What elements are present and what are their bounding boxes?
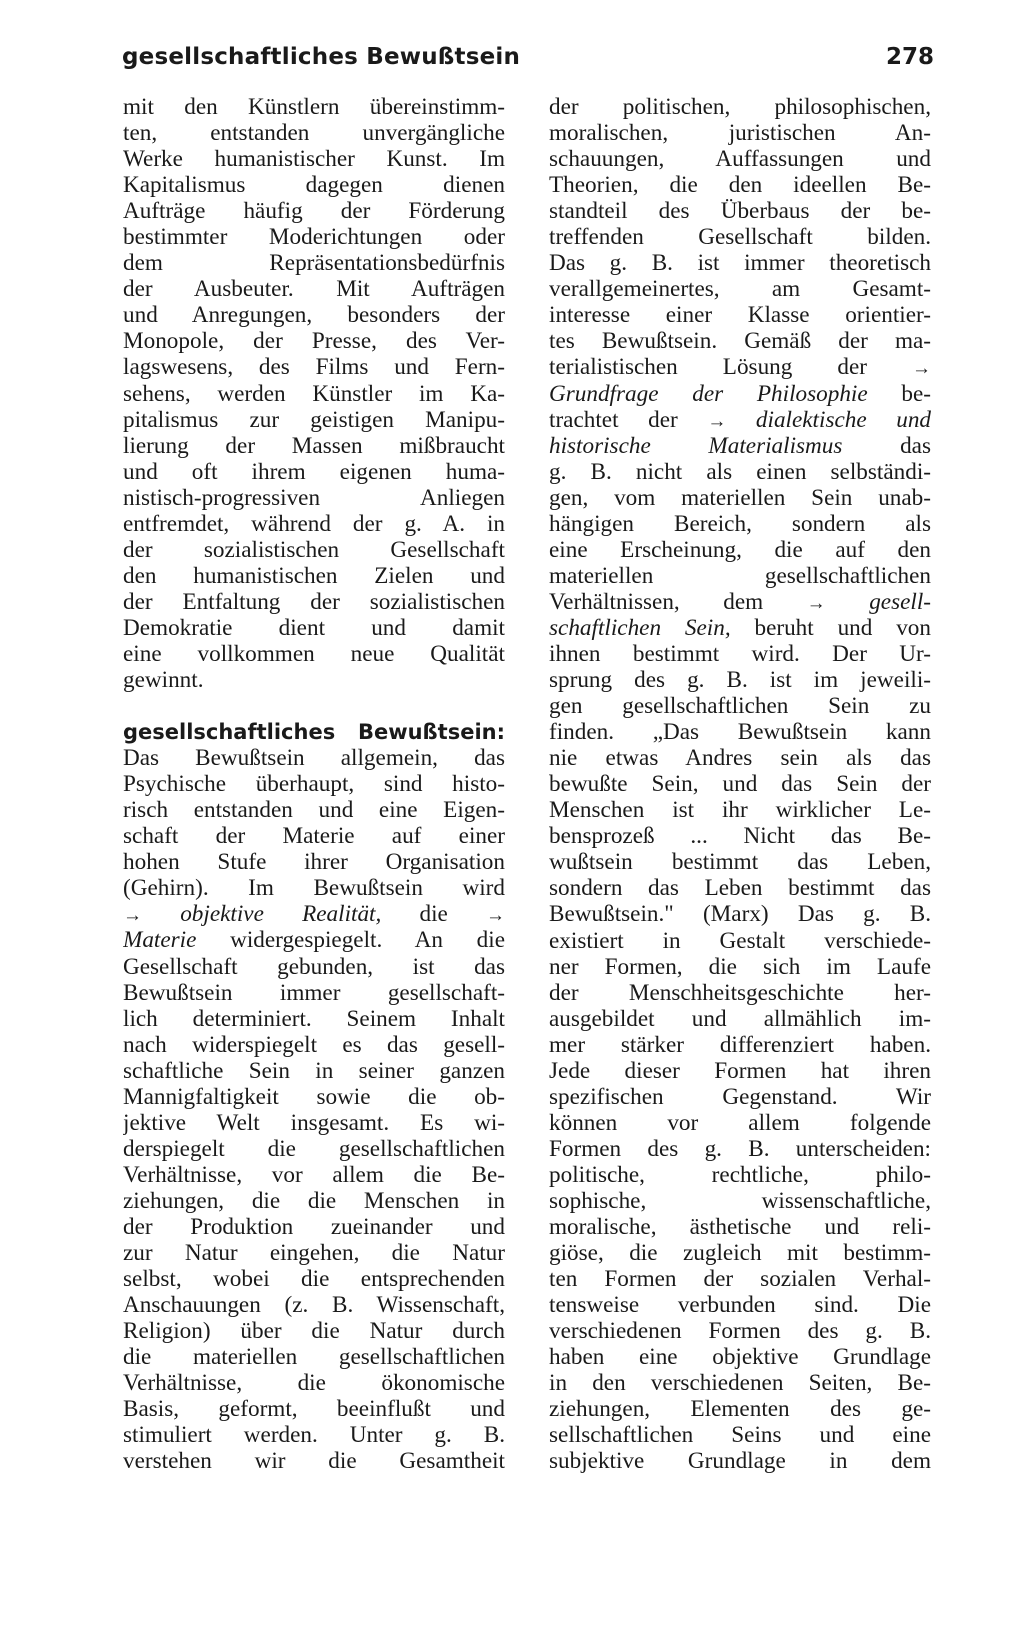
text-line: lagswesens, des Films und Fern-: [123, 354, 505, 381]
text-line: Bewußtsein immer gesellschaft-: [123, 979, 505, 1006]
text-line: der Entfaltung der sozialistischen: [123, 588, 505, 615]
cross-reference-arrow-icon: →: [806, 592, 826, 614]
dictionary-entry: [123, 719, 505, 1474]
text-line: pitalismus zur geistigen Manipu-: [123, 406, 505, 433]
text-line: gen gesellschaftlichen Sein zu: [549, 693, 931, 720]
text-line: subjektive Grundlage in dem: [549, 1448, 931, 1475]
text-line: zur Natur eingehen, die Natur: [123, 1240, 505, 1267]
cross-reference[interactable]: Grundfrage der Philosophie: [549, 380, 868, 407]
text-line: nistisch-progressiven Anliegen: [123, 484, 505, 511]
page-number: 278: [885, 44, 934, 70]
text-line: ziehungen, die die Menschen in: [123, 1187, 505, 1214]
text-line: verstehen wir die Gesamtheit: [123, 1448, 505, 1475]
text-line: Verhältnisse, vor allem die Be-: [123, 1161, 505, 1188]
text-line: Das Bewußtsein allgemein, das: [123, 745, 505, 772]
text-line: materiellen gesellschaftlichen: [549, 562, 931, 589]
text-line: Das g. B. ist immer theoretisch: [549, 250, 931, 277]
text-line: Religion) über die Natur durch: [123, 1318, 505, 1345]
text-line: Monopole, der Presse, des Ver-: [123, 328, 505, 355]
text-line: (Gehirn). Im Bewußtsein wird: [123, 875, 505, 902]
text-line: existiert in Gestalt verschiede-: [549, 927, 931, 954]
text-line: Gesellschaft gebunden, ist das: [123, 953, 505, 980]
paragraph-continuation: [123, 94, 505, 693]
cross-reference[interactable]: Materie: [123, 927, 197, 954]
text-line: Demokratie dient und damit: [123, 614, 505, 641]
text-line: mit den Künstlern übereinstimm-: [123, 94, 505, 120]
text-line: [123, 901, 505, 927]
text-line: haben eine objektive Grundlage: [549, 1344, 931, 1371]
text-line: Werke humanistischer Kunst. Im: [123, 146, 505, 173]
cross-reference[interactable]: dialektische und: [755, 406, 931, 433]
text-line: Jede dieser Formen hat ihren: [549, 1057, 931, 1084]
text-line: nie etwas Andres sein als das: [549, 745, 931, 772]
text-line: [549, 407, 931, 433]
text-line: der Ausbeuter. Mit Aufträgen: [123, 276, 505, 303]
text-line: tensweise verbunden sind. Die: [549, 1292, 931, 1319]
text-line: schauungen, Auffassungen und: [549, 146, 931, 173]
cross-reference-arrow-icon: →: [123, 905, 142, 927]
paragraph-gap: [123, 693, 505, 719]
text-line: lich determiniert. Seinem Inhalt: [123, 1005, 505, 1032]
inline-text: terialistischen Lösung der: [549, 354, 867, 381]
text-line: tes Bewußtsein. Gemäß der ma-: [549, 328, 931, 355]
text-line: bestimmter Moderichtungen oder: [123, 224, 505, 251]
page-header: [122, 44, 942, 84]
text-line: g. B. nicht als einen selbständi-: [549, 458, 931, 485]
inline-text: be-: [901, 380, 931, 407]
cross-reference[interactable]: gesell-: [869, 588, 931, 615]
text-line: [549, 381, 931, 407]
text-line: giöse, die zugleich mit bestimm-: [549, 1240, 931, 1267]
left-column: [123, 94, 505, 1474]
cross-reference[interactable]: objektive Realität,: [180, 901, 382, 928]
text-line: der politischen, philosophischen,: [549, 94, 931, 120]
text-line: ten Formen der sozialen Verhal-: [549, 1266, 931, 1293]
text-line: [123, 927, 505, 953]
text-line: ner Formen, die sich im Laufe: [549, 953, 931, 980]
text-line: Kapitalismus dagegen dienen: [123, 172, 505, 199]
text-line: ziehungen, Elementen des ge-: [549, 1396, 931, 1423]
text-line: der sozialistischen Gesellschaft: [123, 536, 505, 563]
text-line: gewinnt.: [123, 667, 204, 694]
text-line: Formen des g. B. unterscheiden:: [549, 1135, 931, 1162]
text-line: Psychische überhaupt, sind histo-: [123, 771, 505, 798]
entry-headword: gesellschaftliches Bewußtsein:: [123, 720, 505, 745]
text-line: bensprozeß ... Nicht das Be-: [549, 823, 931, 850]
text-line: der Menschheitsgeschichte her-: [549, 979, 931, 1006]
text-line: spezifischen Gegenstand. Wir: [549, 1083, 931, 1110]
inline-text: die: [419, 901, 448, 928]
text-line: hängigen Bereich, sondern als: [549, 510, 931, 537]
inline-text: trachtet der: [549, 406, 678, 433]
text-line: lierung der Massen mißbraucht: [123, 432, 505, 459]
text-line: Bewußtsein." (Marx) Das g. B.: [549, 901, 931, 928]
text-line: schaftliche Sein in seiner ganzen: [123, 1057, 505, 1084]
cross-reference[interactable]: schaftlichen Sein,: [549, 614, 731, 641]
text-line: interesse einer Klasse orientier-: [549, 302, 931, 329]
text-line: Theorien, die den ideellen Be-: [549, 172, 931, 199]
text-line: den humanistischen Zielen und: [123, 562, 505, 589]
text-line: können vor allem folgende: [549, 1109, 931, 1136]
text-line: eine vollkommen neue Qualität: [123, 640, 505, 667]
text-line: nach widerspiegelt es das gesell-: [123, 1031, 505, 1058]
text-line: [549, 589, 931, 615]
text-line: [549, 615, 931, 641]
text-line: Verhältnisse, die ökonomische: [123, 1370, 505, 1397]
cross-reference-arrow-icon: →: [912, 358, 931, 380]
inline-text: widergespiegelt. An die: [230, 927, 505, 954]
text-line: politische, rechtliche, philo-: [549, 1161, 931, 1188]
right-column: [549, 94, 931, 1474]
cross-reference-arrow-icon: →: [486, 905, 505, 927]
text-line: [549, 354, 931, 380]
text-line: sehens, werden Künstler im Ka-: [123, 380, 505, 407]
text-line: Mannigfaltigkeit sowie die ob-: [123, 1083, 505, 1110]
text-line: derspiegelt die gesellschaftlichen: [123, 1135, 505, 1162]
text-line: treffenden Gesellschaft bilden.: [549, 224, 931, 251]
inline-text: das: [900, 432, 931, 459]
text-line: in den verschiedenen Seiten, Be-: [549, 1370, 931, 1397]
text-line: sondern das Leben bestimmt das: [549, 875, 931, 902]
text-line: und oft ihrem eigenen huma-: [123, 458, 505, 485]
text-line: risch entstanden und eine Eigen-: [123, 797, 505, 824]
text-line: standteil des Überbaus der be-: [549, 198, 931, 225]
text-line: bewußte Sein, und das Sein der: [549, 771, 931, 798]
text-line: gen, vom materiellen Sein unab-: [549, 484, 931, 511]
text-line: Aufträge häufig der Förderung: [123, 198, 505, 225]
text-line: dem Repräsentationsbedürfnis: [123, 250, 505, 277]
text-line: sellschaftlichen Seins und eine: [549, 1422, 931, 1449]
text-line: eine Erscheinung, die auf den: [549, 536, 931, 563]
text-line: ausgebildet und allmählich im-: [549, 1005, 931, 1032]
text-line: entfremdet, während der g. A. in: [123, 510, 505, 537]
text-line: und Anregungen, besonders der: [123, 302, 505, 329]
text-line: selbst, wobei die entsprechenden: [123, 1266, 505, 1293]
inline-text: Verhältnissen, dem: [549, 588, 764, 615]
text-line: Basis, geformt, beeinflußt und: [123, 1396, 505, 1423]
text-line: moralische, ästhetische und reli-: [549, 1214, 931, 1241]
cross-reference-arrow-icon: →: [707, 410, 727, 432]
text-line: sprung des g. B. ist im jeweili-: [549, 667, 931, 694]
text-line: [549, 433, 931, 459]
text-line: ihnen bestimmt wird. Der Ur-: [549, 640, 931, 667]
inline-text: beruht und von: [754, 614, 931, 641]
text-line: mer stärker differenziert haben.: [549, 1031, 931, 1058]
text-line: der Produktion zueinander und: [123, 1213, 505, 1240]
running-head: gesellschaftliches Bewußtsein: [122, 44, 521, 70]
text-line: moralischen, juristischen An-: [549, 120, 931, 147]
text-line: finden. „Das Bewußtsein kann: [549, 719, 931, 746]
text-line: Anschauungen (z. B. Wissenschaft,: [123, 1292, 505, 1319]
cross-reference[interactable]: historische Materialismus: [549, 432, 843, 459]
text-line: schaft der Materie auf einer: [123, 823, 505, 850]
text-line: sophische, wissenschaftliche,: [549, 1187, 931, 1214]
text-line: wußtsein bestimmt das Leben,: [549, 849, 931, 876]
text-line: Menschen ist ihr wirklicher Le-: [549, 797, 931, 824]
text-line: ten, entstanden unvergängliche: [123, 120, 505, 147]
text-line: hohen Stufe ihrer Organisation: [123, 849, 505, 876]
text-line: die materiellen gesellschaftlichen: [123, 1344, 505, 1371]
text-line: jektive Welt insgesamt. Es wi-: [123, 1109, 505, 1136]
text-line: verallgemeinertes, am Gesamt-: [549, 276, 931, 303]
text-line: stimuliert werden. Unter g. B.: [123, 1422, 505, 1449]
text-line: verschiedenen Formen des g. B.: [549, 1318, 931, 1345]
